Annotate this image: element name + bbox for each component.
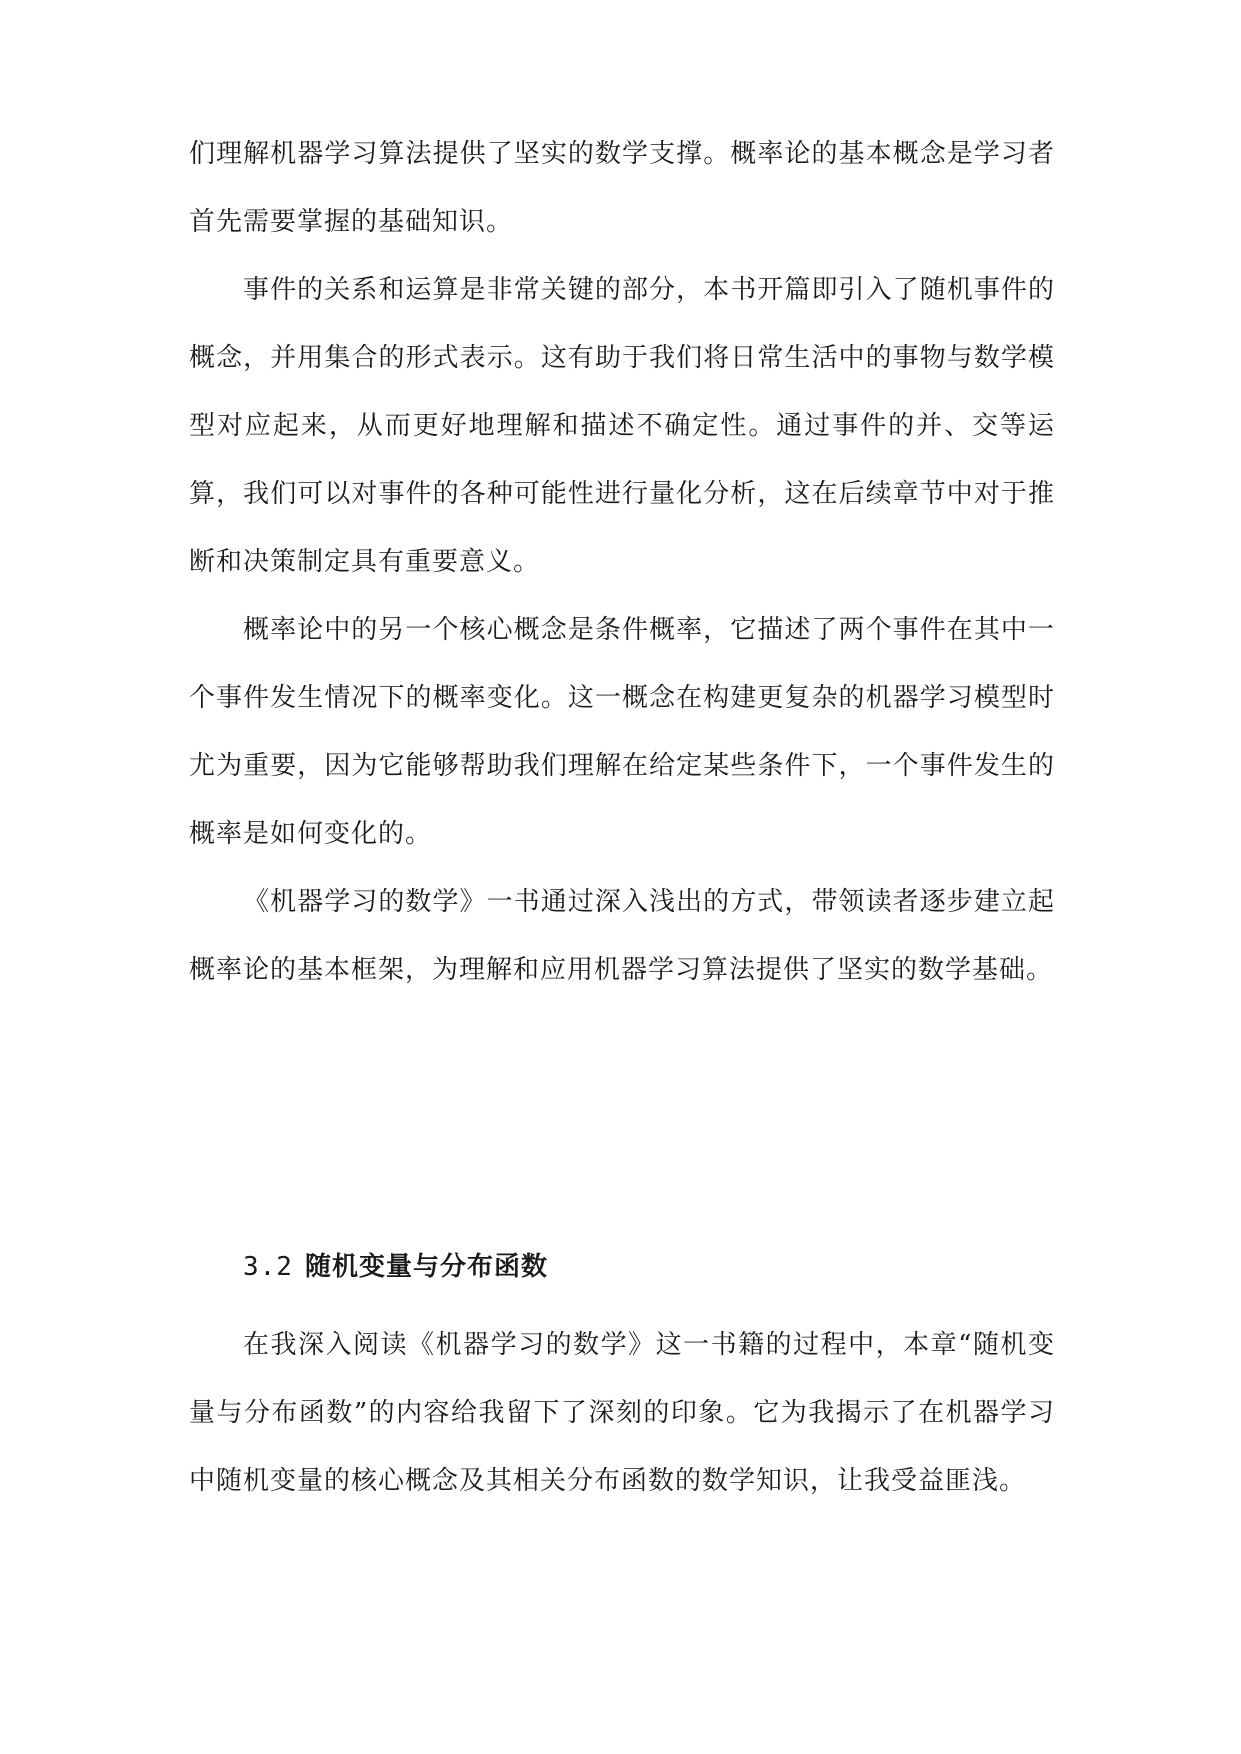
body-text-after	[189, 1311, 1055, 1515]
section-title: 随机变量与分布函数	[304, 1252, 548, 1282]
paragraph-random-variables: 在我深入阅读《机器学习的数学》这一书籍的过程中，本章“随机变量与分布函数”的内容给我留下了深刻的印象。它为我揭示了在机器学习中随机变量的核心概念及其相关分布函数的数学知识，让我受益匪浅。	[189, 1330, 1055, 1496]
section-number: 3.2	[243, 1252, 293, 1282]
paragraph-continuation: 们理解机器学习算法提供了坚实的数学支撑。概率论的基本概念是学习者首先需要掌握的基础知识。	[189, 139, 1055, 237]
paragraph-book-summary: 《机器学习的数学》一书通过深入浅出的方式，带领读者逐步建立起概率论的基本框架，为理解和应用机器学习算法提供了坚实的数学基础。	[189, 887, 1055, 985]
paragraph-conditional-probability: 概率论中的另一个核心概念是条件概率，它描述了两个事件在其中一个事件发生情况下的概率变化。这一概念在构建更复杂的机器学习模型时尤为重要，因为它能够帮助我们理解在给定某些条件下，一个事件发生的概率是如何变化的。	[189, 615, 1055, 849]
section-heading	[243, 1233, 548, 1301]
paragraph-event-relations: 事件的关系和运算是非常关键的部分，本书开篇即引入了随机事件的概念，并用集合的形式表示。这有助于我们将日常生活中的事物与数学模型对应起来，从而更好地理解和描述不确定性。通过事件的并、交等运算，我们可以对事件的各种可能性进行量化分析，这在后续章节中对于推断和决策制定具有重要意义。	[189, 275, 1055, 577]
body-text-before	[189, 120, 1055, 1004]
